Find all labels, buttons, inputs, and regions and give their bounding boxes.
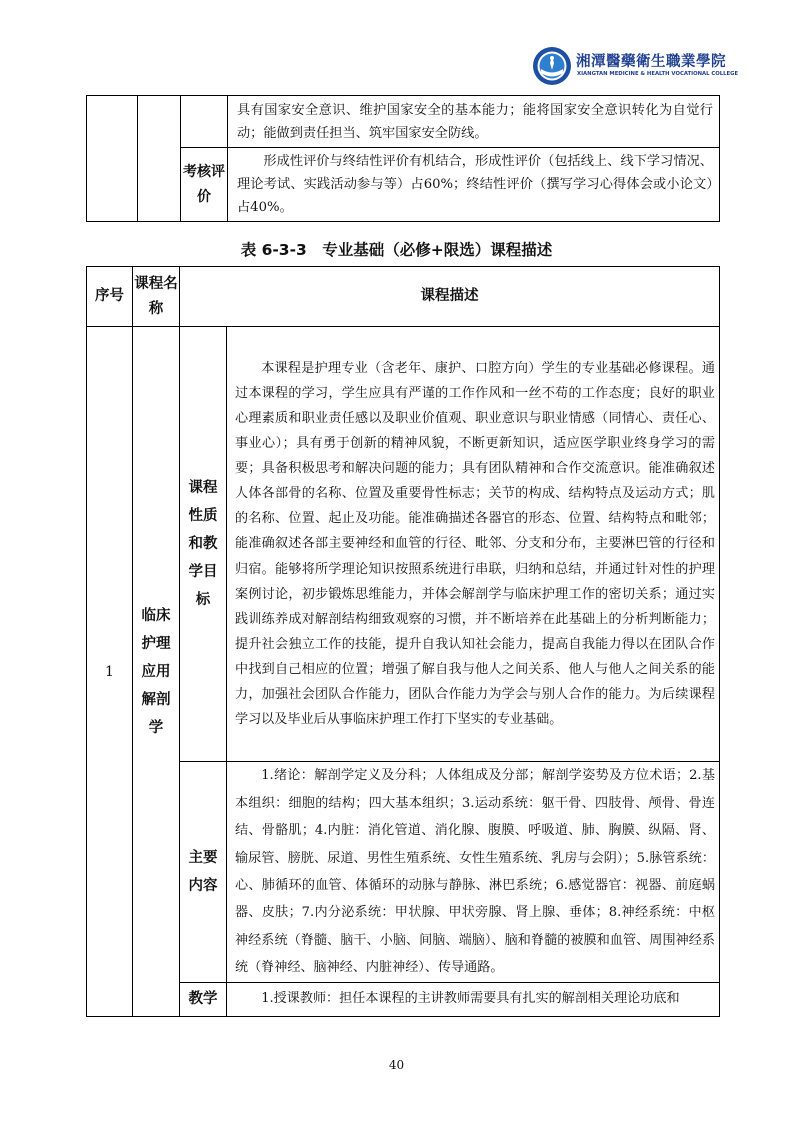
empty-label-cell (181, 96, 228, 148)
continued-course-table (86, 95, 720, 222)
assessment-text: 形成性评价与终结性评价有机结合，形成性评价（包括线上、线下学习情况、理论考试、实践活动参与等）占60%；终结性评价（撰写学习心得体会或小论文）占40%。 (228, 148, 720, 222)
college-emblem-icon (532, 46, 572, 86)
section-text-teaching: 1.授课教师：担任本课程的主讲教师需要具有扎实的解剖相关理论功底和 (227, 983, 720, 1017)
college-logo (532, 46, 739, 88)
header-seq: 序号 (87, 267, 133, 327)
row-course-name: 临床护理应用解剖学 (133, 327, 180, 1017)
assessment-label: 考核评价 (181, 148, 228, 222)
empty-name-cell (138, 96, 181, 222)
logo-chinese-name: 湘潭醫藥衛生職業學院 (576, 53, 726, 70)
table-caption: 表 6-3-3 专业基础（必修+限选）课程描述 (240, 241, 553, 259)
header-course-description: 课程描述 (180, 267, 720, 327)
empty-seq-cell (87, 96, 138, 222)
section-label-content: 主要内容 (180, 762, 227, 983)
course-description-table (86, 266, 720, 1017)
continued-text: 具有国家安全意识、维护国家安全的基本能力；能将国家安全意识转化为自觉行动；能做到责任担当、筑牢国家安全防线。 (228, 96, 720, 148)
section-text-content: 1.绪论：解剖学定义及分科；人体组成及分部；解剖学姿势及方位术语；2.基本组织：细胞的结构；四大基本组织；3.运动系统：躯干骨、四肢骨、颅骨、骨连结、骨骼肌；4.内脏：消化管道、消化腺、腹膜、呼吸道、肺、胸膜、纵隔、肾、输尿管、膀胱、尿道、男性生殖系统、女性生殖系统、乳房与会阴）；5.脉管系统：心、肺循环的血管、体循环的动脉与静脉、淋巴系统；6.感觉器官：视器、前庭蜗器、皮肤；7.内分泌系统：甲状腺、甲状旁腺、肾上腺、垂体；8.神经系统：中枢神经系统（脊髓、脑干、小脑、间脑、端脑）、脑和脊髓的被膜和血管、周围神经系统（脊神经、脑神经、内脏神经）、传导通路。 (227, 762, 720, 983)
section-text-goals: 本课程是护理专业（含老年、康护、口腔方向）学生的专业基础必修课程。通过本课程的学习，学生应具有严谨的工作作风和一丝不苟的工作态度；良好的职业心理素质和职业责任感以及职业价值观、职业意识与职业情感（同情心、责任心、事业心）；具有勇于创新的精神风貌，不断更新知识，适应医学职业终身学习的需要；具备积极思考和解决问题的能力；具有团队精神和合作交流意识。能准确叙述人体各部骨的名称、位置及重要骨性标志；关节的构成、结构特点及运动方式；肌的名称、位置、起止及功能。能准确描述各器官的形态、位置、结构特点和毗邻；能准确叙述各部主要神经和血管的行径、毗邻、分支和分布，主要淋巴管的行径和归宿。能够将所学理论知识按照系统进行串联，归纳和总结，并通过针对性的护理案例讨论，初步锻炼思维能力，并体会解剖学与临床护理工作的密切关系；通过实践训练养成对解剖结构细致观察的习惯，并不断培养在此基础上的分析判断能力；提升社会独立工作的技能，提升自我认知社会能力，提高自我能力得以在团队合作中找到自己相应的位置；增强了解自我与他人之间关系、他人与他人之间关系的能力，加强社会团队合作能力，团队合作能力为学会与别人合作的能力。为后续课程学习以及毕业后从事临床护理工作打下坚实的专业基础。 (227, 327, 720, 762)
logo-english-name: XIANGTAN MEDICINE & HEALTH VOCATIONAL COLLEGE (577, 71, 739, 77)
section-label-goals: 课程性质和教学目标 (180, 327, 227, 762)
section-label-teaching: 教学 (180, 983, 227, 1017)
row-seq: 1 (87, 327, 133, 1017)
page-number: 40 (388, 1058, 405, 1072)
header-course-name: 课程名称 (133, 267, 180, 327)
